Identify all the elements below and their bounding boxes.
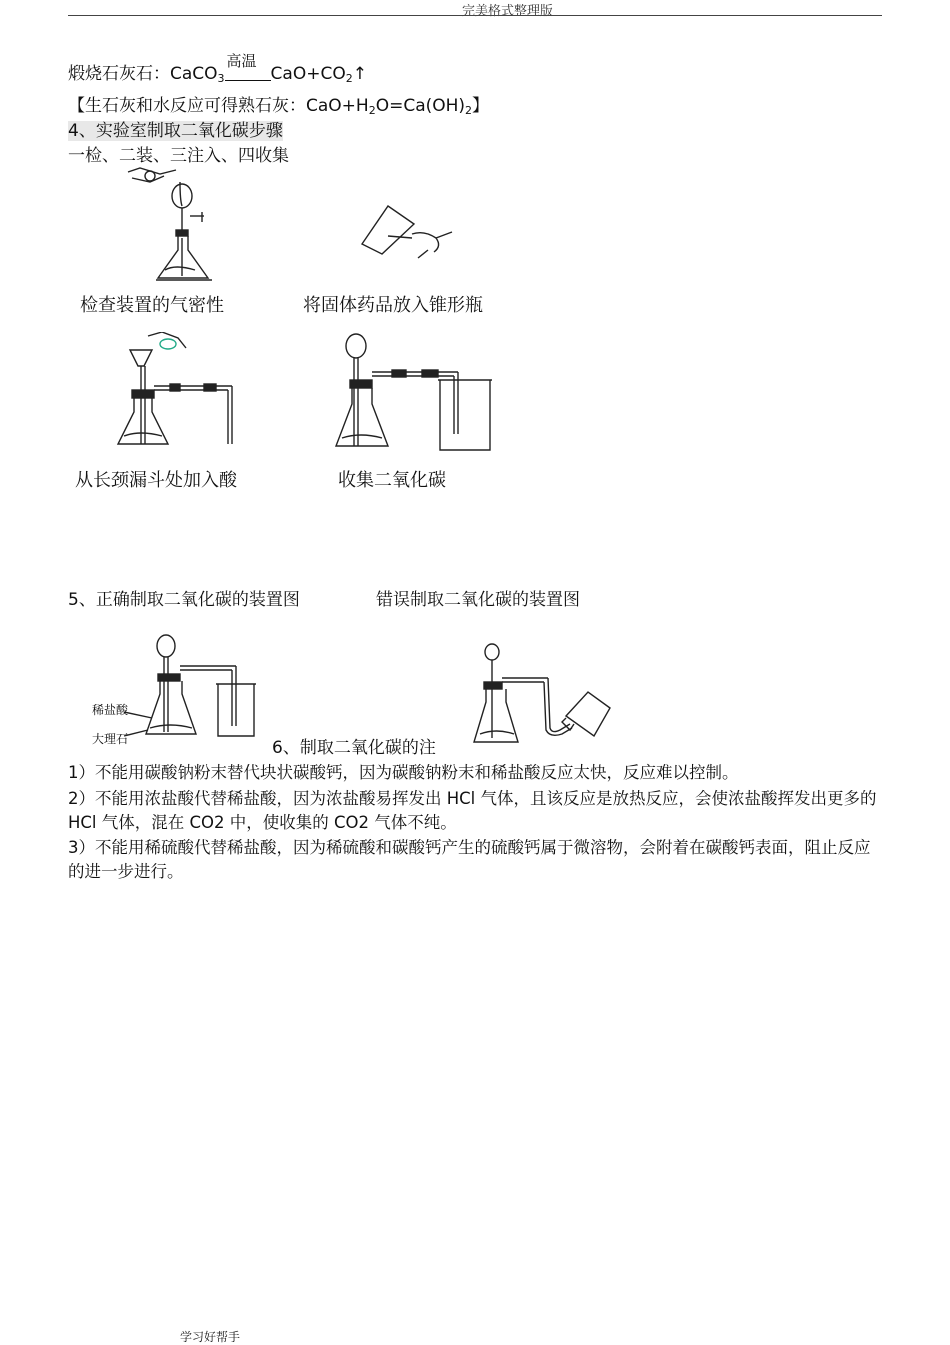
caption-collect: 收集二氧化碳 (338, 470, 446, 491)
label-dilute-acid: 稀盐酸 (92, 703, 129, 717)
section4-title-text: 4、实验室制取二氧化碳步骤 (68, 121, 283, 141)
calcination-equation (68, 52, 367, 90)
slaked-part1: 【生石灰和水反应可得熟石灰：CaO+H (68, 96, 369, 116)
eq-condition-rule (225, 80, 271, 81)
figure-wrong-apparatus (470, 638, 616, 750)
slaked-lime-line (68, 95, 489, 122)
section6-title: 6、制取二氧化碳的注 (272, 738, 436, 758)
header-rule (68, 15, 882, 16)
label-marble: 大理石 (92, 732, 129, 746)
section4-title (68, 120, 283, 142)
section5-title-wrong: 错误制取二氧化碳的装置图 (376, 590, 580, 610)
caption-check-airtightness: 检查装置的气密性 (80, 295, 224, 316)
eq-condition-text: 高温 (226, 52, 257, 70)
caption-load-solid: 将固体药品放入锥形瓶 (303, 295, 483, 316)
slaked-part2: O=Ca(OH) (375, 96, 466, 116)
note-2: 2）不能用浓盐酸代替稀盐酸，因为浓盐酸易挥发出 HCl 气体，且该反应是放热反应，会使浓盐酸挥发出更多的 HCl 气体，混在 CO2 中，使收集的 CO2 气体不纯。 (68, 789, 877, 832)
section5-title-correct: 5、正确制取二氧化碳的装置图 (68, 590, 300, 610)
slaked-sub2: 2 (465, 104, 473, 117)
slaked-sub1: 2 (368, 104, 376, 117)
eq-suffix: ↑ (352, 64, 367, 84)
eq-middle-sub: 2 (345, 72, 353, 85)
figure-collect (332, 330, 496, 458)
note-3: 3）不能用稀硫酸代替稀盐酸，因为稀硫酸和碳酸钙产生的硫酸钙属于微溶物，会附着在碳酸钙表面，阻止反应的进一步进行。 (68, 838, 871, 881)
section4-steps: 一检、二装、三注入、四收集 (68, 146, 289, 166)
figure-check-airtightness (120, 166, 220, 284)
page-header-title: 完美格式整理版 (461, 4, 553, 19)
eq-condition (225, 52, 271, 90)
figure-correct-apparatus (86, 632, 266, 744)
eq-prefix-sub: 3 (217, 72, 225, 85)
eq-middle: CaO+CO (270, 64, 346, 84)
caption-add-acid: 从长颈漏斗处加入酸 (75, 470, 237, 491)
figure-load-solid (352, 196, 470, 262)
note-1: 1）不能用碳酸钠粉末替代块状碳酸钙，因为碳酸钠粉末和稀盐酸反应太快，反应难以控制。 (68, 763, 739, 782)
figure-add-acid (112, 332, 242, 454)
slaked-part3: 】 (472, 96, 490, 116)
page-footer: 学习好帮手 (180, 1330, 241, 1344)
eq-prefix: 煅烧石灰石：CaCO (68, 64, 218, 84)
